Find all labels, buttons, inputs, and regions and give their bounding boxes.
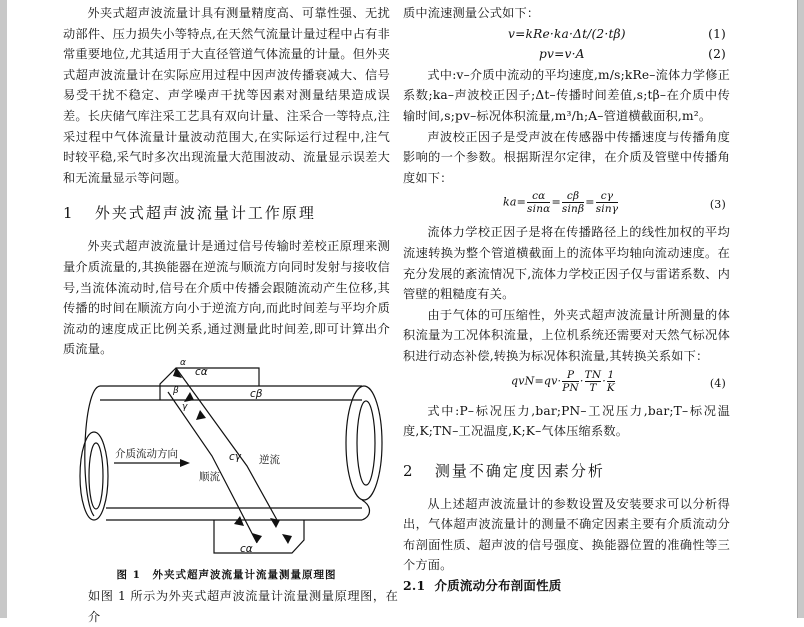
- frac1-num: cα: [532, 190, 546, 203]
- pipe-diagram-svg: [72, 348, 388, 578]
- subsection-2-1-heading: [403, 576, 730, 597]
- frac3-den: sinγ: [595, 203, 619, 216]
- equation-4-lhs: qvN=qv·: [511, 374, 562, 387]
- equation-2: [403, 44, 730, 65]
- label-c-gamma: cγ: [229, 451, 241, 463]
- label-c-alpha-top: cα: [195, 366, 208, 378]
- figure-1-diagram: [72, 348, 388, 578]
- section-number: 2: [403, 461, 415, 480]
- compress-paragraph: 由于气体的可压缩性，外夹式超声波流量计所测量的体积流量为工况体积流量，上位机系统还需要对天然气标况体积进行动态补偿,转换为标况体积流量,其转换关系如下：: [403, 307, 730, 363]
- right-column: [403, 3, 730, 597]
- subsection-title: 介质流动分布剖面性质: [434, 578, 562, 594]
- label-downstream: 顺流: [199, 471, 220, 483]
- label-alpha: α: [180, 358, 186, 368]
- equation-1: [403, 24, 730, 45]
- frac2-den: sinβ: [561, 203, 585, 216]
- after-figure-paragraph-wrap: [88, 586, 398, 627]
- frac3-num: cγ: [600, 190, 614, 203]
- label-c-beta: cβ: [250, 388, 263, 400]
- equation-1-number: (1): [708, 26, 726, 41]
- label-c-alpha-bottom: cα: [240, 543, 253, 555]
- equation-3-lhs: ka=: [503, 195, 527, 209]
- section-number: 1: [63, 204, 75, 223]
- acoustic-paragraph: 声波校正因子是受声波在传感器中传播速度与传播角度影响的一个参数。根据斯涅尔定律，在介质及管壁中传播角度如下：: [403, 129, 730, 185]
- equation-4-explanation: 式中:P–标况压力,bar;PN–工况压力,bar;T–标况温度,K;TN–工况温度,K;K–气体压缩系数。: [403, 403, 730, 439]
- equation-4: qvN=qv· $\frac{P}{PN}$ · $\frac{TN}{T}$ · $\frac{1}{K}$ (4): [511, 368, 726, 394]
- equation-1-body: v=kRe·ka·Δt/(2·tβ): [508, 26, 626, 41]
- figure-1-caption: 图 1 外夹式超声波流量计流量测量原理图: [116, 569, 337, 581]
- equation-2-number: (2): [708, 47, 726, 62]
- label-gamma: γ: [182, 402, 188, 412]
- label-flow-direction: 介质流动方向: [115, 448, 178, 460]
- section-1-paragraph: 外夹式超声波流量计是通过信号传输时差校正原理来测量介质流量的,其换能器在逆流与顺流方向同时发射与接收信号,当流体流动时,信号在介质中传播会跟随流动产生位移,其传播的时间在顺流方向小于逆流方向,而此时间差与平均介质流动的速度成正比例关系,通过测量此时间差,即可计算出介质流量。: [63, 239, 390, 357]
- frac2-num: TN: [584, 368, 602, 381]
- subsection-number: 2.1: [403, 578, 426, 594]
- vertical-scrollbar[interactable]: [797, 0, 804, 618]
- frac2-den: T: [585, 381, 602, 394]
- after-figure-paragraph: 如图 1 所示为外夹式超声波流量计流量测量原理图，在介: [88, 589, 398, 624]
- frac1-den: sinα: [527, 203, 551, 216]
- frac1-den: PN: [562, 381, 579, 394]
- equation-2-body: pv=v·A: [539, 47, 585, 62]
- equation-3: ka= $\frac{c\alpha}{\sin\alpha}$ = $\frac{c\beta}{\sin\beta}$ = $\frac{c\gamma}{\sin\gamma}$ (3): [503, 190, 726, 216]
- section-title: 测量不确定度因素分析: [434, 461, 605, 480]
- intro-paragraph: 外夹式超声波流量计具有测量精度高、可靠性强、无扰动部件、压力损失小等特点,在天然气流量计量过程中占有非常重要地位,尤其适用于大直径管道气体流量的计量。但外夹式超声波流量计在实际应用过程中因声波传播衰减大、信号易受干扰不稳定、声学噪声干扰等因素对测量结果造成误差。长庆储气库注采工艺具有双向计量、注采合一等特点,注采过程中气体流量计量波动范围大,在实际运行过程中,注气时较平稳,采气时多次出现流量大范围波动、流量显示误差大和无流量显示等问题。: [63, 6, 390, 185]
- continuation-text: 质中流速测量公式如下：: [403, 6, 540, 20]
- frac2-num: cβ: [566, 190, 580, 203]
- frac1-num: P: [566, 368, 575, 381]
- equation-4-number: (4): [709, 376, 726, 390]
- label-upstream: 逆流: [259, 454, 280, 466]
- section-2-paragraph: 从上述超声波流量计的参数设置及安装要求可以分析得出，气体超声波流量计的测量不确定因素主要有介质流动分布剖面性质、超声波的信号强度、换能器位置的准确性等三个方面。: [403, 496, 730, 573]
- equation-12-explanation: 式中:v–介质中流动的平均速度,m/s;kRe–流体力学修正系数;ka–声波校正因子;Δt–传播时间差值,s;tβ–在介质中传输时间,s;pv–标况体积流量,m³/h;A–管道横截面积,m²。: [403, 67, 730, 123]
- fluid-paragraph: 流体力学校正因子是将在传播路径上的线性加权的平均流速转换为整个管道横截面上的流体平均轴向流动速度。在充分发展的紊流情况下,流体力学校正因子仅与雷诺系数、内管壁的粗糙度有关。: [403, 225, 730, 302]
- frac3-num: 1: [607, 368, 615, 381]
- section-2-heading: [403, 460, 730, 482]
- section-title: 外夹式超声波流量计工作原理: [94, 204, 316, 223]
- label-beta: β: [173, 386, 179, 396]
- left-column: [63, 3, 390, 360]
- left-page-margin: [0, 0, 7, 618]
- section-1-heading: [63, 202, 390, 224]
- equation-3-number: (3): [709, 198, 726, 212]
- frac3-den: K: [606, 381, 615, 394]
